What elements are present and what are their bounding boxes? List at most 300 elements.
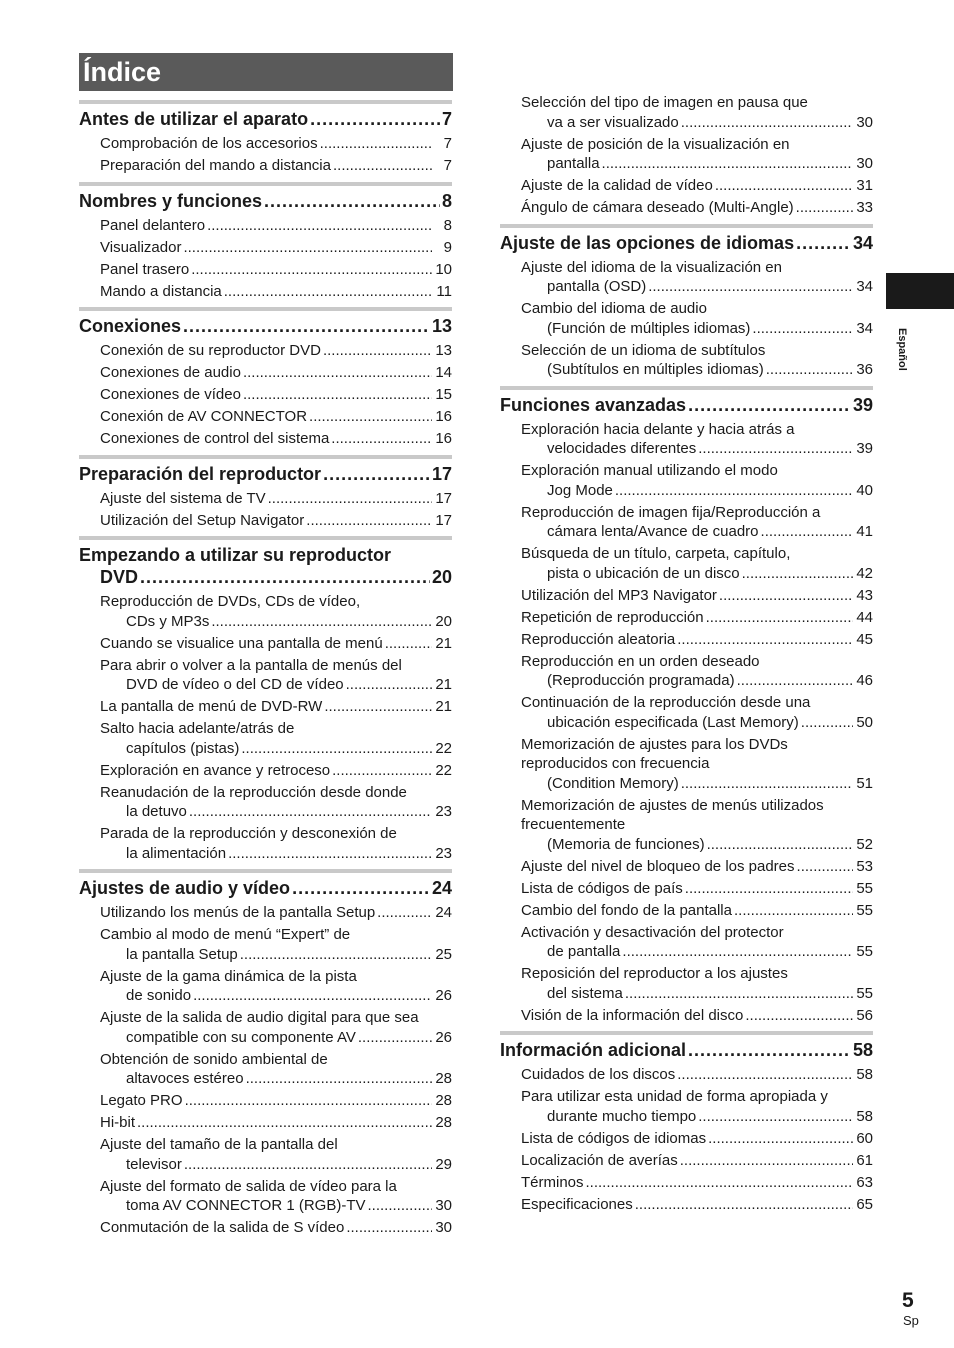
entry-text: Cambio del fondo de la pantalla [521, 901, 732, 919]
dot-leader [385, 634, 432, 654]
language-tab [886, 273, 954, 309]
toc-entry [500, 461, 873, 500]
entry-text: Términos [521, 1173, 584, 1191]
section-title: DVD [100, 567, 139, 587]
entry-line [100, 407, 452, 427]
toc-entry [79, 1218, 452, 1238]
entry-page: 30 [856, 113, 873, 131]
entry-page: 31 [856, 177, 873, 194]
page-title: Índice [79, 53, 453, 91]
dot-leader [207, 216, 432, 236]
entry-text: Lista de códigos de idiomas [521, 1129, 707, 1147]
section-heading [79, 190, 452, 212]
entry-line [100, 216, 452, 236]
toc-entry [500, 341, 873, 380]
entry-text: del sistema [547, 984, 623, 1002]
dot-leader [796, 232, 851, 254]
entry-page: 45 [856, 630, 873, 648]
entry-text: Lista de códigos de país [521, 879, 683, 897]
dot-leader [189, 802, 432, 822]
section-title: Empezando a utilizar su reproductor [79, 545, 392, 565]
entry-page: 8 [443, 216, 452, 234]
section-title-cont [79, 566, 452, 588]
entry-page: 30 [856, 155, 873, 172]
toc-entry [79, 511, 452, 531]
entry-page: 33 [856, 199, 873, 216]
dot-leader [243, 363, 432, 383]
entry-page: 17 [435, 489, 452, 507]
dot-leader [137, 1113, 432, 1133]
entry-line [100, 511, 452, 531]
entry-page: 61 [856, 1151, 873, 1169]
entry-text: Conexiones de control del sistema [100, 430, 330, 447]
toc-entry [79, 363, 452, 383]
section-title: Preparación del reproductor [79, 463, 322, 484]
section-page: 17 [431, 463, 452, 484]
toc-entry [79, 134, 452, 154]
entry-text: cámara lenta/Avance de cuadro [547, 523, 759, 540]
toc-entry [500, 857, 873, 877]
section-title: Ajustes de audio y vídeo [79, 878, 291, 898]
dot-leader [801, 713, 853, 733]
entry-text: Reproducción de imagen fija/Reproducción a [521, 503, 821, 521]
entry-text: Ajuste del sistema de TV [100, 489, 266, 507]
entry-page: 30 [435, 1219, 452, 1236]
entry-page: 43 [856, 586, 873, 604]
entry-page: 55 [856, 879, 873, 897]
entry-page: 15 [435, 386, 452, 403]
entry-text: frecuentemente [521, 816, 626, 833]
entry-text: CDs y MP3s [126, 612, 210, 630]
dot-leader [193, 986, 432, 1006]
toc-entry [79, 489, 452, 509]
entry-text: Reanudación de la reproducción desde donde [100, 783, 407, 801]
entry-line [100, 1218, 452, 1238]
dot-leader [183, 315, 430, 337]
dot-leader [622, 942, 853, 962]
entry-text: Repetición de reproducción [521, 608, 704, 626]
entry-line [521, 1107, 873, 1127]
entry-line [100, 802, 452, 822]
dot-leader [677, 630, 853, 650]
entry-text: Localización de averías [521, 1151, 678, 1169]
entry-text: Visualizador [100, 238, 182, 256]
dot-leader [745, 1006, 853, 1026]
entry-line [100, 1028, 452, 1048]
page-suffix: Sp [903, 1313, 919, 1328]
entry-line [521, 176, 873, 196]
entry-text: Selección de un idioma de subtítulos [521, 341, 766, 359]
toc-entry [500, 198, 873, 218]
entry-line [521, 154, 873, 174]
toc-section [79, 455, 452, 531]
toc-entry [500, 630, 873, 650]
toc-entry [79, 341, 452, 361]
entry-line [100, 634, 452, 654]
entry-text: Conexiones de audio [100, 364, 241, 381]
entry-page: 29 [435, 1155, 452, 1173]
entry-text: ubicación especificada (Last Memory) [547, 713, 799, 731]
toc-entry [500, 879, 873, 899]
entry-page: 60 [856, 1129, 873, 1147]
entry-text: Comprobación de los accesorios [100, 135, 318, 152]
entry-line [521, 630, 873, 650]
entry-line [100, 945, 452, 965]
dot-leader [761, 522, 853, 542]
toc-entry [79, 1050, 452, 1089]
entry-text: de pantalla [547, 943, 621, 960]
entry-line [100, 341, 452, 361]
dot-leader [246, 1069, 432, 1089]
dot-leader [333, 156, 432, 176]
dot-leader [766, 360, 853, 380]
dot-leader [737, 671, 853, 691]
toc-section [500, 1031, 873, 1214]
section-title: Nombres y funciones [79, 190, 263, 211]
section-page: 58 [852, 1040, 873, 1060]
dot-leader [680, 1151, 853, 1171]
toc-section [500, 386, 873, 1026]
entry-text: Utilización del Setup Navigator [100, 511, 305, 529]
entry-text: durante mucho tiempo [547, 1107, 697, 1125]
section-page: 7 [441, 109, 452, 129]
entry-line [100, 761, 452, 781]
entry-line [100, 363, 452, 383]
toc-entry [500, 1195, 873, 1215]
dot-leader [377, 903, 432, 923]
entry-page: 28 [435, 1114, 452, 1131]
entry-page: 55 [856, 901, 873, 919]
toc-section [79, 100, 452, 176]
entry-text: Selección del tipo de imagen en pausa que [521, 94, 808, 111]
dot-leader [681, 113, 853, 133]
entry-text: Conexiones de vídeo [100, 386, 241, 403]
entry-text: Parada de la reproducción y desconexión de [100, 825, 397, 842]
dot-leader [706, 608, 853, 628]
toc-entry [500, 735, 873, 794]
entry-page: 14 [435, 364, 452, 381]
dot-leader [677, 1065, 853, 1085]
entry-line [100, 282, 452, 302]
entry-text: Ajuste del tamaño de la pantalla del [100, 1136, 338, 1153]
entry-text: Conmutación de la salida de S vídeo [100, 1219, 345, 1236]
entry-page: 10 [435, 260, 452, 278]
toc-entry [500, 796, 873, 855]
toc-entry [500, 544, 873, 583]
dot-leader [358, 1028, 432, 1048]
dot-leader [310, 108, 440, 130]
dot-leader [264, 190, 440, 212]
section-title: Conexiones [79, 316, 182, 336]
entry-text: Ajuste del formato de salida de vídeo para la [100, 1177, 397, 1195]
entry-page: 25 [435, 945, 452, 963]
entry-line [521, 360, 873, 380]
entry-text: pista o ubicación de un disco [547, 564, 740, 582]
toc-entry [79, 634, 452, 654]
toc-entry [500, 135, 873, 174]
toc-entry [500, 1173, 873, 1193]
toc-entry [500, 1151, 873, 1171]
entry-page: 46 [856, 672, 873, 689]
entry-text: toma AV CONNECTOR 1 (RGB)-TV [126, 1197, 366, 1214]
dot-leader [292, 877, 430, 899]
entry-page: 24 [435, 904, 452, 921]
entry-page: 7 [443, 157, 452, 174]
entry-text: capítulos (pistas) [126, 739, 240, 757]
entry-text: Para utilizar esta unidad de forma apropiada y [521, 1088, 828, 1105]
entry-page: 58 [856, 1066, 873, 1083]
entry-page: 65 [856, 1195, 873, 1213]
toc-entry [79, 216, 452, 236]
entry-text: Exploración en avance y retroceso [100, 761, 331, 779]
entry-text: Legato PRO [100, 1092, 183, 1109]
dot-leader [183, 238, 432, 258]
section-heading [79, 315, 452, 337]
entry-line [100, 1155, 452, 1175]
entry-text: Reposición del reproductor a los ajustes [521, 965, 788, 982]
dot-leader [241, 739, 432, 759]
toc-entry [79, 719, 452, 758]
toc-entry [79, 761, 452, 781]
toc-entry [79, 967, 452, 1006]
entry-page: 50 [856, 713, 873, 731]
entry-text: Ajuste del idioma de la visualización en [521, 258, 782, 276]
entry-line [100, 1069, 452, 1089]
entry-page: 26 [435, 1028, 452, 1046]
entry-text: Ajuste de la gama dinámica de la pista [100, 967, 357, 985]
entry-text: (Memoria de funciones) [547, 835, 705, 853]
entry-page: 23 [435, 844, 452, 862]
dot-leader [320, 134, 432, 154]
entry-text: Reproducción de DVDs, CDs de vídeo, [100, 593, 361, 610]
entry-text: Ajuste de la calidad de vídeo [521, 177, 713, 194]
dot-leader [688, 394, 851, 416]
entry-page: 44 [856, 608, 873, 626]
entry-text: (Subtítulos en múltiples idiomas) [547, 361, 764, 378]
entry-text: Mando a distancia [100, 282, 222, 300]
entry-page: 55 [856, 984, 873, 1002]
entry-text: la pantalla Setup [126, 945, 238, 963]
entry-text: Activación y desactivación del protector [521, 923, 784, 941]
entry-line [521, 879, 873, 899]
toc-entry [79, 260, 452, 280]
entry-line [521, 857, 873, 877]
toc-section [500, 224, 873, 380]
dot-leader [185, 1091, 432, 1111]
entry-page: 42 [856, 564, 873, 582]
entry-page: 16 [435, 408, 452, 425]
toc-entry [79, 407, 452, 427]
entry-page: 30 [435, 1197, 452, 1214]
entry-line [521, 481, 873, 501]
entry-text: Memorización de ajustes para los DVDs [521, 735, 788, 753]
section-heading [79, 544, 452, 588]
language-label: Español [896, 328, 908, 371]
entry-text: altavoces estéreo [126, 1070, 244, 1087]
entry-line [521, 835, 873, 855]
toc-entry [500, 693, 873, 732]
toc-column-right [500, 93, 873, 1220]
entry-page: 58 [856, 1107, 873, 1125]
section-page: 20 [431, 567, 452, 587]
entry-line [521, 671, 873, 691]
entry-text: Utilizando los menús de la pantalla Setup [100, 904, 376, 921]
entry-text: Exploración manual utilizando el modo [521, 462, 778, 479]
dot-leader [224, 282, 432, 302]
dot-leader [635, 1195, 853, 1215]
dot-leader [688, 1039, 851, 1061]
dot-leader [324, 697, 432, 717]
entry-page: 21 [435, 676, 452, 693]
dot-leader [184, 1155, 432, 1175]
section-heading [500, 232, 873, 254]
entry-text: Ajuste del nivel de bloqueo de los padres [521, 857, 795, 875]
dot-leader [719, 586, 853, 606]
entry-line [100, 1196, 452, 1216]
entry-line [100, 697, 452, 717]
dot-leader [796, 198, 853, 218]
toc-entry [79, 156, 452, 176]
entry-page: 21 [435, 634, 452, 652]
section-heading [79, 877, 452, 899]
entry-line [100, 260, 452, 280]
entry-text: Panel trasero [100, 260, 190, 278]
entry-text: reproducidos con frecuencia [521, 755, 710, 772]
entry-text: Panel delantero [100, 216, 206, 234]
entry-text: Memorización de ajustes de menús utilizados [521, 796, 824, 814]
entry-page: 7 [443, 135, 452, 152]
entry-text: Visión de la información del disco [521, 1006, 744, 1024]
entry-line [521, 942, 873, 962]
entry-text: Exploración hacia delante y hacia atrás a [521, 420, 795, 438]
entry-line [521, 1151, 873, 1171]
dot-leader [648, 277, 853, 297]
dot-leader [586, 1173, 853, 1193]
entry-line [100, 385, 452, 405]
dot-leader [346, 1218, 432, 1238]
entry-page: 40 [856, 481, 873, 499]
dot-leader [367, 1196, 432, 1216]
toc-entry [79, 1008, 452, 1047]
toc-entry [500, 652, 873, 691]
entry-page: 28 [435, 1092, 452, 1109]
section-page: 39 [852, 394, 873, 415]
toc-entry [500, 1006, 873, 1026]
entry-text: Ángulo de cámara deseado (Multi-Angle) [521, 199, 794, 216]
entry-text: Preparación del mando a distancia [100, 157, 331, 174]
toc-entry [500, 420, 873, 459]
section-heading [79, 108, 452, 130]
section-title: Funciones avanzadas [500, 394, 687, 415]
entry-page: 21 [435, 698, 452, 715]
entry-line [521, 1065, 873, 1085]
dot-leader [742, 564, 853, 584]
entry-page: 17 [435, 511, 452, 529]
entry-page: 23 [435, 803, 452, 820]
entry-page: 20 [435, 612, 452, 630]
toc-entry [79, 656, 452, 695]
entry-page: 26 [435, 987, 452, 1004]
toc-entry [79, 903, 452, 923]
toc-section [79, 182, 452, 302]
entry-text: Cuidados de los discos [521, 1066, 676, 1083]
toc-column-left [79, 100, 452, 1244]
entry-line [521, 1006, 873, 1026]
entry-line [100, 134, 452, 154]
toc-entry [79, 1091, 452, 1111]
section-title: Información adicional [500, 1040, 687, 1060]
entry-page: 11 [436, 282, 452, 300]
dot-leader [306, 511, 432, 531]
entry-page: 63 [856, 1173, 873, 1191]
entry-text: Cambio al modo de menú “Expert” de [100, 926, 351, 943]
toc-entry [500, 923, 873, 962]
toc-entry [500, 258, 873, 297]
dot-leader [323, 463, 430, 485]
entry-text: la alimentación [126, 844, 227, 862]
entry-line [521, 277, 873, 297]
entry-line [100, 156, 452, 176]
dot-leader [707, 835, 853, 855]
dot-leader [331, 429, 432, 449]
entry-line [521, 774, 873, 794]
entry-text: compatible con su componente AV [126, 1028, 356, 1046]
toc-entry [500, 503, 873, 542]
dot-leader [323, 341, 432, 361]
entry-page: 56 [856, 1006, 873, 1024]
dot-leader [615, 481, 853, 501]
entry-text: televisor [126, 1155, 182, 1173]
section-heading [79, 463, 452, 485]
toc-entry [500, 901, 873, 921]
toc-entry [79, 1177, 452, 1216]
entry-page: 36 [856, 361, 873, 378]
entry-page: 51 [856, 774, 873, 792]
entry-line [521, 439, 873, 459]
entry-text: Conexión de AV CONNECTOR [100, 408, 308, 425]
entry-text: La pantalla de menú de DVD-RW [100, 698, 323, 715]
section-page: 24 [431, 878, 452, 898]
toc-entry [500, 1129, 873, 1149]
entry-page: 41 [856, 523, 873, 540]
toc-entry [79, 429, 452, 449]
toc-entry [500, 964, 873, 1003]
entry-line [521, 522, 873, 542]
section-page: 13 [431, 316, 452, 336]
entry-text: de sonido [126, 987, 192, 1004]
entry-line [521, 564, 873, 584]
entry-line [100, 986, 452, 1006]
entry-text: Conexión de su reproductor DVD [100, 342, 321, 359]
dot-leader [140, 566, 430, 588]
dot-leader [228, 844, 432, 864]
entry-text: Obtención de sonido ambiental de [100, 1050, 328, 1068]
dot-leader [240, 945, 432, 965]
entry-text: (Condition Memory) [547, 774, 679, 792]
section-page: 34 [852, 232, 873, 253]
dot-leader [346, 675, 432, 695]
dot-leader [602, 154, 853, 174]
dot-leader [243, 385, 432, 405]
dot-leader [625, 984, 853, 1004]
entry-text: Continuación de la reproducción desde una [521, 694, 811, 711]
entry-page: 22 [435, 761, 452, 779]
entry-page: 55 [856, 943, 873, 960]
page-number: 5 [902, 1289, 914, 1312]
section-title: Ajuste de las opciones de idiomas [500, 232, 795, 253]
toc-entry [79, 1135, 452, 1174]
entry-line [100, 1113, 452, 1133]
